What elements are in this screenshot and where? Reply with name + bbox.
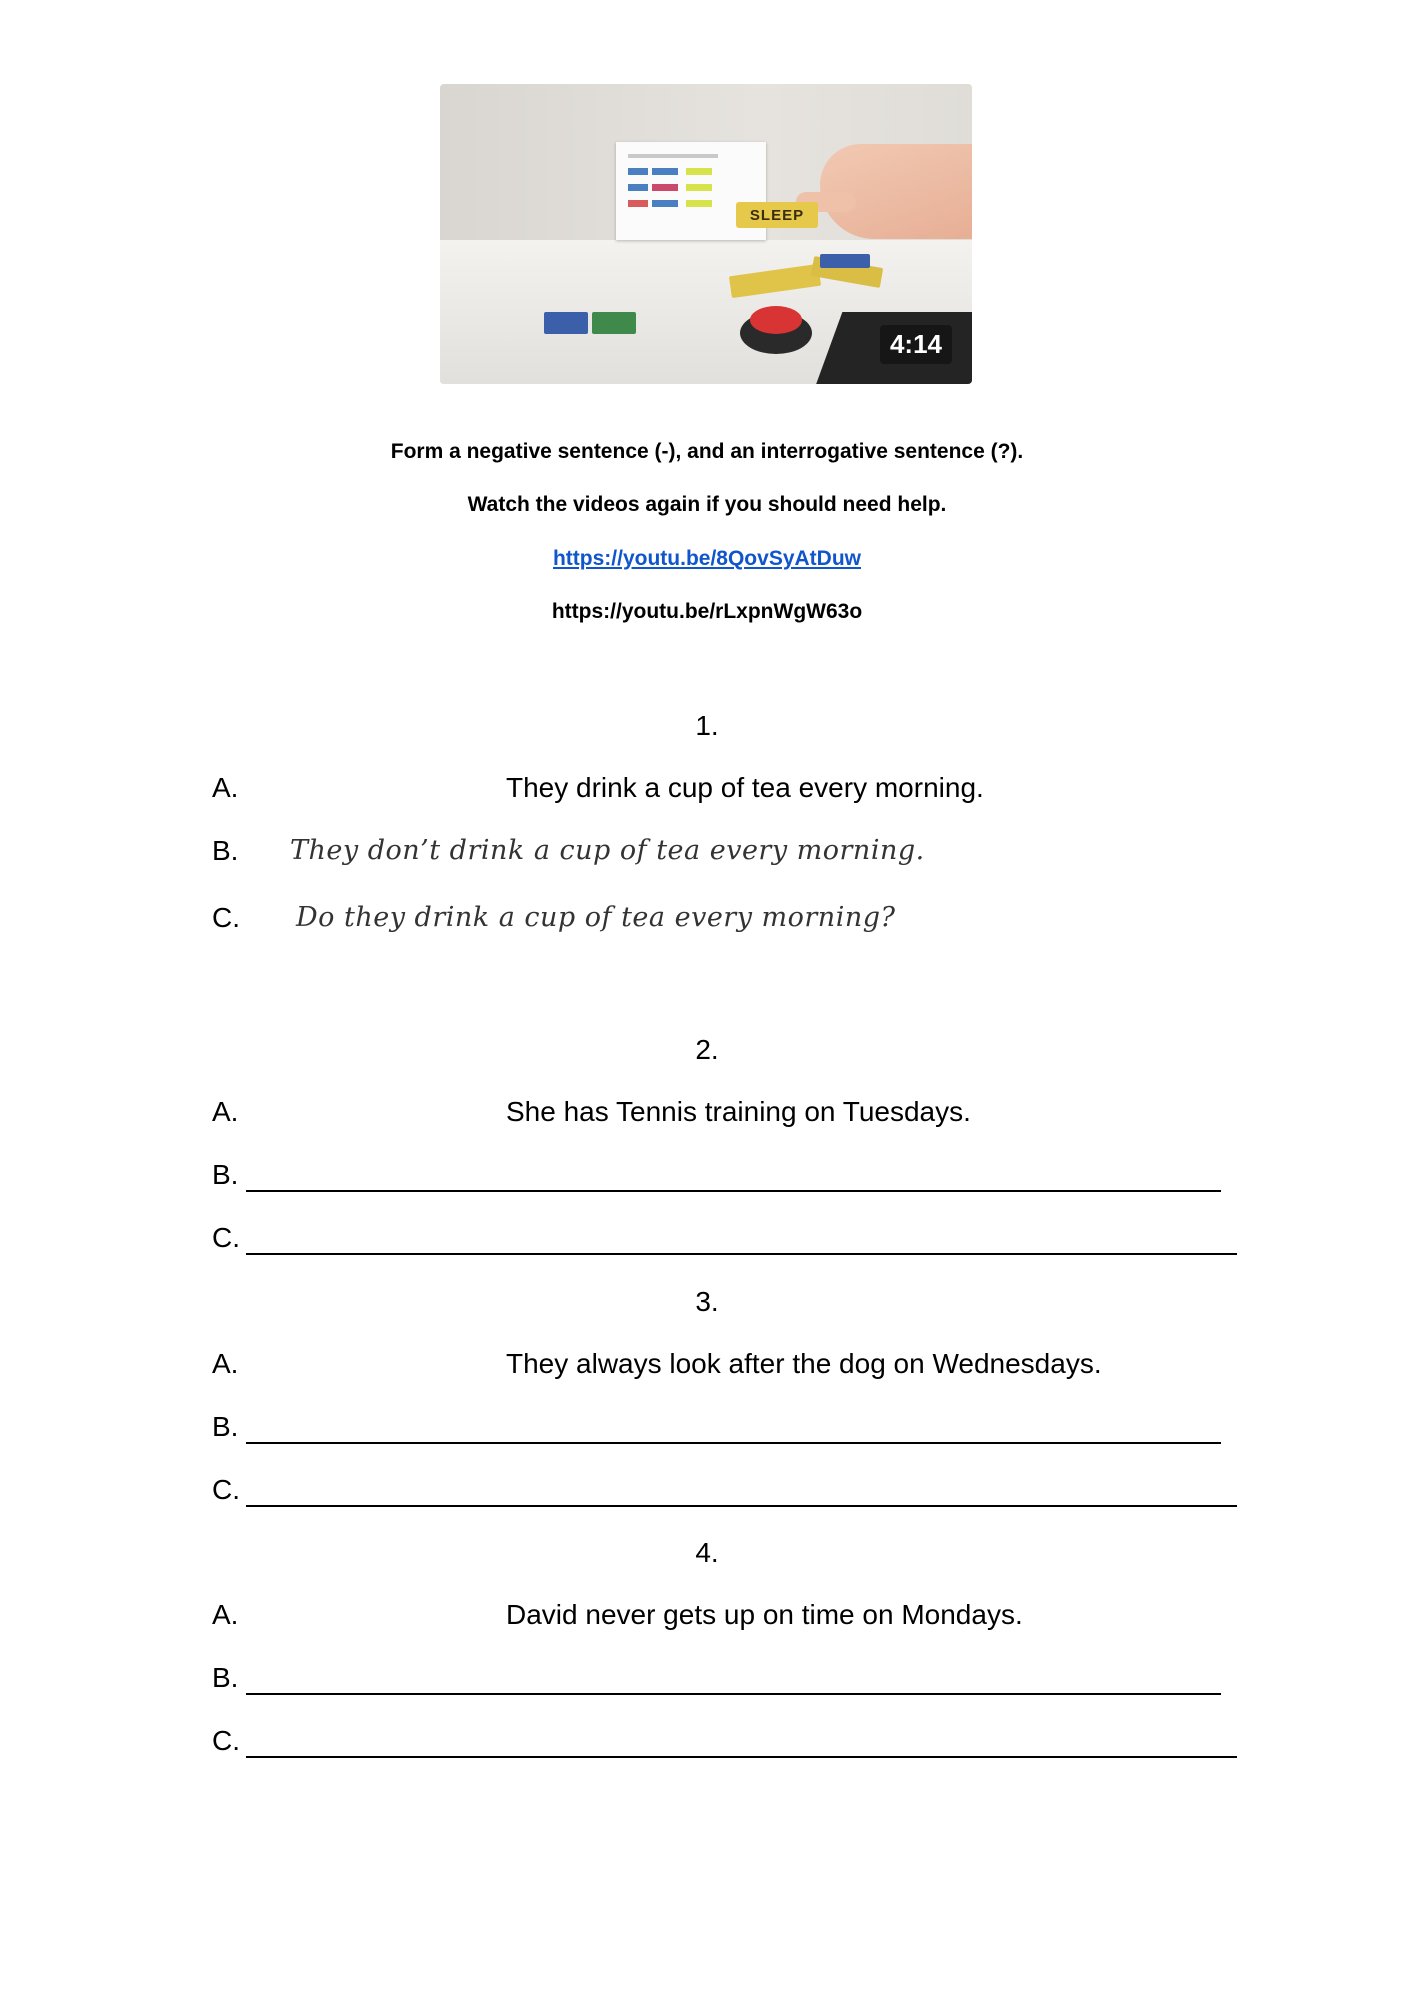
answer-line-b[interactable] (246, 1442, 1221, 1444)
video-brick-blue (544, 312, 588, 334)
exercise-label-c: C. (212, 902, 240, 933)
exercise-label-c: C. (212, 1725, 240, 1756)
answer-line-b[interactable] (246, 1693, 1221, 1695)
video-buzzer-top (750, 306, 802, 334)
exercise-label-c: C. (212, 1222, 240, 1253)
exercise-label-a: A. (212, 1599, 239, 1630)
exercise-number: 3. (695, 1286, 719, 1317)
exercise-sentence: They drink a cup of tea every morning. (506, 772, 984, 803)
handwritten-question-answer: Do they drink a cup of tea every morning? (296, 902, 896, 933)
answer-line-c[interactable] (246, 1505, 1237, 1507)
answer-line-b[interactable] (246, 1190, 1221, 1192)
video-link-2[interactable]: https://youtu.be/rLxpnWgW63o (551, 600, 863, 623)
link-1-wrapper (0, 547, 1414, 571)
video-thumbnail[interactable] (440, 84, 972, 384)
exercise-label-b: B. (212, 1662, 239, 1693)
handwritten-negative-answer: They don’t drink a cup of tea every morning. (290, 835, 925, 866)
video-sleep-block: SLEEP (736, 202, 818, 228)
video-brick-blue-2 (820, 254, 870, 268)
exercise-number: 4. (695, 1537, 719, 1568)
exercise-label-b: B. (212, 1159, 239, 1190)
exercise-sentence: She has Tennis training on Tuesdays. (506, 1096, 971, 1127)
exercise-label-a: A. (212, 1096, 239, 1127)
video-brick-green (592, 312, 636, 334)
exercise-label-a: A. (212, 772, 239, 803)
exercise-label-b: B. (212, 1411, 239, 1442)
exercise-sentence: David never gets up on time on Mondays. (506, 1599, 1023, 1630)
instruction-line-1: Form a negative sentence (-), and an interrogative sentence (?). (390, 440, 1024, 463)
video-link-1[interactable]: https://youtu.be/8QovSyAtDuw (552, 547, 861, 570)
exercise-number: 2. (695, 1034, 719, 1065)
exercise-label-b: B. (212, 835, 239, 866)
instruction-line-2: Watch the videos again if you should need help. (467, 493, 947, 516)
exercise-label-c: C. (212, 1474, 240, 1505)
answer-line-c[interactable] (246, 1756, 1237, 1758)
answer-line-c[interactable] (246, 1253, 1237, 1255)
exercise-number: 1. (695, 710, 719, 741)
video-duration-badge: 4:14 (880, 325, 952, 364)
exercise-sentence: They always look after the dog on Wednesdays. (506, 1348, 1102, 1379)
exercise-label-a: A. (212, 1348, 239, 1379)
